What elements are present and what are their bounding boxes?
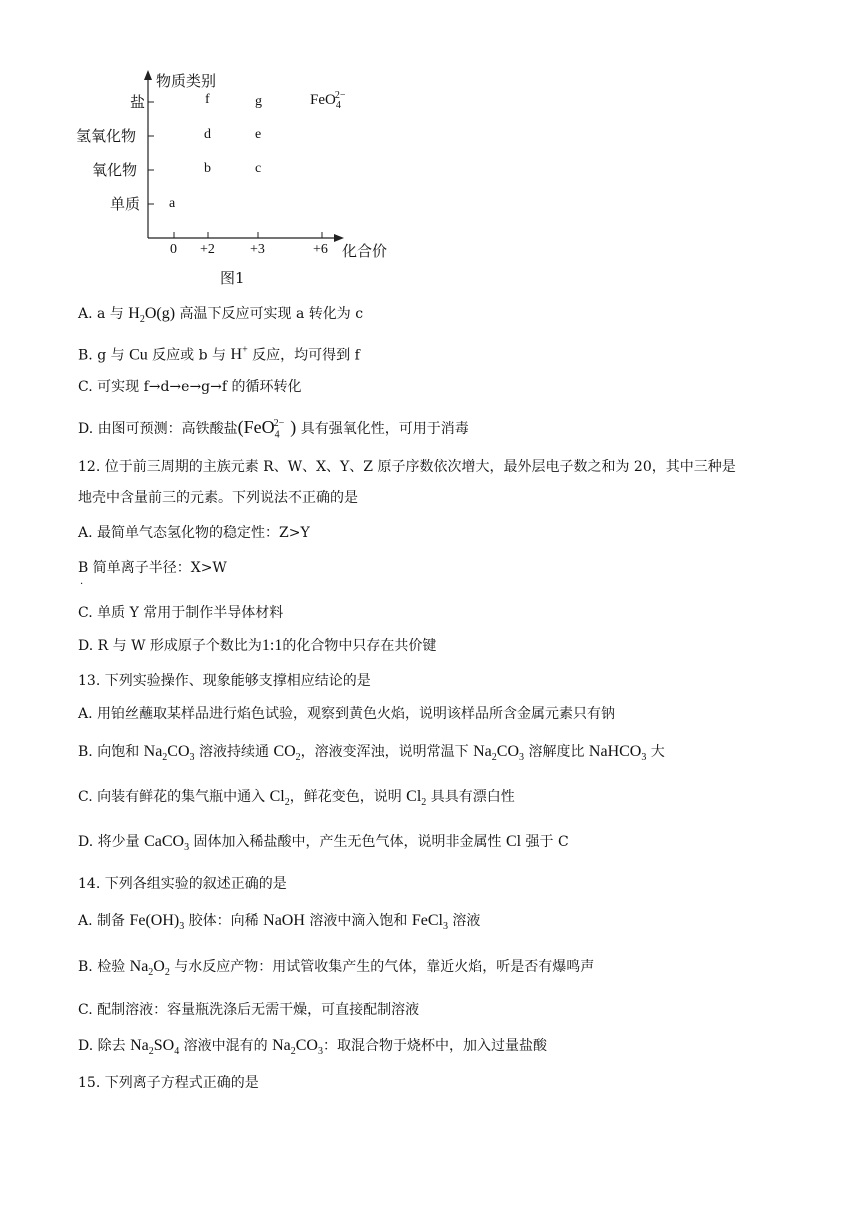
text: 胶体：向稀 bbox=[184, 913, 264, 929]
sub: 2 bbox=[148, 967, 154, 979]
figure-axes bbox=[70, 66, 410, 296]
f: Na bbox=[129, 958, 149, 975]
text: 具有强氧化性，可用于消毒 bbox=[296, 421, 469, 437]
figure-1 bbox=[70, 66, 410, 296]
ion-label bbox=[310, 90, 351, 111]
text: 的化合物中只存在共价键 bbox=[282, 638, 437, 654]
x-tick-0: 0 bbox=[170, 242, 177, 257]
text: 溶液中滴入饱和 bbox=[304, 913, 412, 929]
q12-option-a: A. 最简单气态氢化物的稳定性：Z>Y bbox=[78, 525, 310, 541]
x-tick-3: +3 bbox=[250, 242, 265, 257]
q12-option-c: C. 单质 Y 常用于制作半导体材料 bbox=[78, 605, 284, 621]
text: 强于 C bbox=[521, 834, 569, 850]
q12-stem-2: 地壳中含量前三的元素。下列说法不正确的是 bbox=[78, 490, 358, 506]
formula-feoh3 bbox=[129, 912, 185, 933]
sub: 4 bbox=[274, 429, 280, 441]
f: O bbox=[153, 958, 165, 975]
f: CO bbox=[167, 743, 190, 760]
text: A. a 与 bbox=[78, 306, 129, 322]
f: NaHCO bbox=[588, 743, 642, 760]
x-tick-2: +2 bbox=[200, 242, 215, 257]
f: Na bbox=[473, 743, 492, 760]
sub: 2 bbox=[164, 967, 170, 979]
f: Cl bbox=[406, 788, 422, 805]
text: C. 向装有鲜花的集气瓶中通入 bbox=[78, 789, 270, 805]
q14-option-c: C. 配制溶液：容量瓶洗涤后无需干燥，可直接配制溶液 bbox=[78, 1002, 420, 1018]
q14-stem: 14. 下列各组实验的叙述正确的是 bbox=[78, 876, 287, 892]
ion-sup: 2− bbox=[334, 90, 346, 101]
text: ，溶液变浑浊，说明常温下 bbox=[300, 744, 474, 760]
ion-formula: FeO bbox=[310, 92, 336, 108]
formula-na2co3 bbox=[143, 743, 195, 764]
text: 高温下反应可实现 a 转化为 c bbox=[175, 306, 364, 322]
formula-nahco3 bbox=[588, 743, 647, 764]
text: B. g 与 bbox=[78, 347, 130, 364]
formula-cl2 bbox=[269, 788, 290, 809]
f: (FeO bbox=[237, 417, 275, 437]
formula-caco3 bbox=[144, 833, 190, 854]
text: A. 制备 bbox=[78, 913, 130, 929]
text: D. 由图可预测：高铁酸盐 bbox=[78, 421, 238, 437]
text: 具具有漂白性 bbox=[426, 789, 515, 805]
text: ：取混合物于烧杯中，加入过量盐酸 bbox=[322, 1038, 547, 1054]
formula-cl2 bbox=[406, 788, 427, 809]
sup: + bbox=[242, 345, 248, 356]
sub: 3 bbox=[184, 842, 190, 854]
text: 与水反应产物：用试管收集产生的气体，靠近火焰，听是否有爆鸣声 bbox=[169, 959, 595, 975]
ion-sub: 4 bbox=[335, 100, 341, 111]
sub: 2 bbox=[284, 797, 290, 809]
sub: 3 bbox=[641, 752, 647, 764]
point-f: f bbox=[205, 92, 210, 107]
f: Na bbox=[130, 1037, 149, 1054]
q11-option-b bbox=[78, 341, 360, 365]
q12-stem-1: 12. 位于前三周期的主族元素 R、W、X、Y、Z 原子序数依次增大，最外层电子数之和为 20，其中三种是 bbox=[78, 459, 736, 475]
sub: 3 bbox=[189, 752, 195, 764]
q12-option-d bbox=[78, 636, 436, 656]
point-g: g bbox=[255, 94, 262, 109]
y-axis-title: 物质类别 bbox=[156, 72, 217, 90]
f: CO bbox=[496, 743, 520, 760]
f: CaCO bbox=[144, 833, 185, 850]
formula-h-ion bbox=[231, 346, 248, 363]
f: CO bbox=[273, 743, 296, 760]
q14-option-a bbox=[78, 911, 480, 937]
q11-option-d bbox=[78, 414, 469, 446]
f: O(g) bbox=[144, 305, 176, 322]
x-axis-title: 化合价 bbox=[342, 242, 388, 260]
sub: 2 bbox=[148, 1046, 154, 1058]
formula-na2co3 bbox=[272, 1037, 323, 1058]
f: SO bbox=[153, 1037, 175, 1054]
text: D. R 与 W 形成原子个数比为 bbox=[78, 638, 262, 654]
y-label-element: 单质 bbox=[110, 195, 141, 213]
sub: 3 bbox=[519, 752, 525, 764]
text: D. 将少量 bbox=[78, 834, 145, 850]
f: Cl bbox=[269, 788, 285, 805]
f: Na bbox=[272, 1037, 291, 1054]
f: Fe(OH) bbox=[129, 912, 180, 929]
y-label-hydroxide: 氢氧化物 bbox=[76, 127, 137, 145]
formula-feo4 bbox=[237, 417, 297, 441]
q14-option-b bbox=[78, 957, 594, 983]
formula-cl: Cl bbox=[505, 833, 522, 850]
text: D. 除去 bbox=[78, 1038, 131, 1054]
f: CO bbox=[295, 1037, 318, 1054]
text: 溶液持续通 bbox=[194, 744, 274, 760]
stray-dot: · bbox=[80, 579, 84, 590]
sup: 2− bbox=[273, 418, 285, 429]
sub: 2 bbox=[162, 752, 168, 764]
formula-cu: Cu bbox=[129, 346, 148, 364]
text: B. 检验 bbox=[78, 959, 130, 975]
text: 溶液中混有的 bbox=[179, 1038, 273, 1054]
point-b: b bbox=[204, 161, 211, 176]
text: 溶解度比 bbox=[524, 744, 589, 760]
sub: 2 bbox=[491, 752, 497, 764]
q12-option-b: B 简单离子半径：X>W bbox=[78, 560, 227, 576]
x-tick-6: +6 bbox=[313, 242, 328, 257]
text: 溶液 bbox=[447, 913, 481, 929]
text: 反应，均可得到 f bbox=[247, 347, 360, 364]
point-d: d bbox=[204, 127, 211, 142]
q13-option-d bbox=[78, 832, 569, 858]
q11-option-c: C. 可实现 f→d→e→g→f 的循环转化 bbox=[78, 379, 302, 395]
ratio: 1:1 bbox=[261, 637, 283, 654]
point-c: c bbox=[255, 161, 262, 176]
formula-na2o2 bbox=[129, 958, 170, 979]
q11-option-a bbox=[78, 304, 363, 330]
q13-option-b bbox=[78, 742, 665, 768]
formula-na2co3 bbox=[473, 743, 525, 764]
f: FeCl bbox=[411, 912, 443, 929]
formula-na2so4 bbox=[130, 1037, 180, 1058]
f: ) bbox=[290, 417, 297, 437]
f: Na bbox=[143, 743, 163, 760]
text: B. 向饱和 bbox=[78, 744, 144, 760]
sub: 4 bbox=[174, 1046, 180, 1058]
point-a: a bbox=[169, 196, 176, 211]
text: 大 bbox=[646, 744, 665, 760]
sub: 2 bbox=[295, 752, 301, 764]
q14-option-d bbox=[78, 1036, 547, 1062]
sub: 3 bbox=[317, 1046, 323, 1058]
formula-naoh: NaOH bbox=[263, 912, 305, 929]
sub: 3 bbox=[442, 921, 448, 933]
q15-stem: 15. 下列离子方程式正确的是 bbox=[78, 1075, 259, 1091]
f: H bbox=[128, 305, 140, 322]
formula-fecl3 bbox=[411, 912, 448, 933]
f: H bbox=[230, 346, 243, 364]
y-label-salt: 盐 bbox=[130, 93, 146, 111]
formula-co2 bbox=[273, 743, 301, 764]
q13-option-a: A. 用铂丝蘸取某样品进行焰色试验，观察到黄色火焰，说明该样品所含金属元素只有钠 bbox=[78, 706, 616, 722]
figure-caption: 图1 bbox=[220, 269, 245, 287]
sub: 2 bbox=[421, 797, 427, 809]
text: 固体加入稀盐酸中，产生无色气体，说明非金属性 bbox=[189, 834, 506, 850]
q13-option-c bbox=[78, 787, 515, 813]
text: ，鲜花变色，说明 bbox=[289, 789, 407, 805]
formula-h2o bbox=[128, 305, 176, 326]
q13-stem: 13. 下列实验操作、现象能够支撑相应结论的是 bbox=[78, 673, 371, 689]
sub: 3 bbox=[179, 921, 185, 933]
y-label-oxide: 氧化物 bbox=[92, 161, 138, 179]
sub: 2 bbox=[139, 314, 145, 326]
sub: 2 bbox=[290, 1046, 296, 1058]
point-e: e bbox=[255, 127, 262, 142]
text: 反应或 b 与 bbox=[147, 347, 231, 364]
